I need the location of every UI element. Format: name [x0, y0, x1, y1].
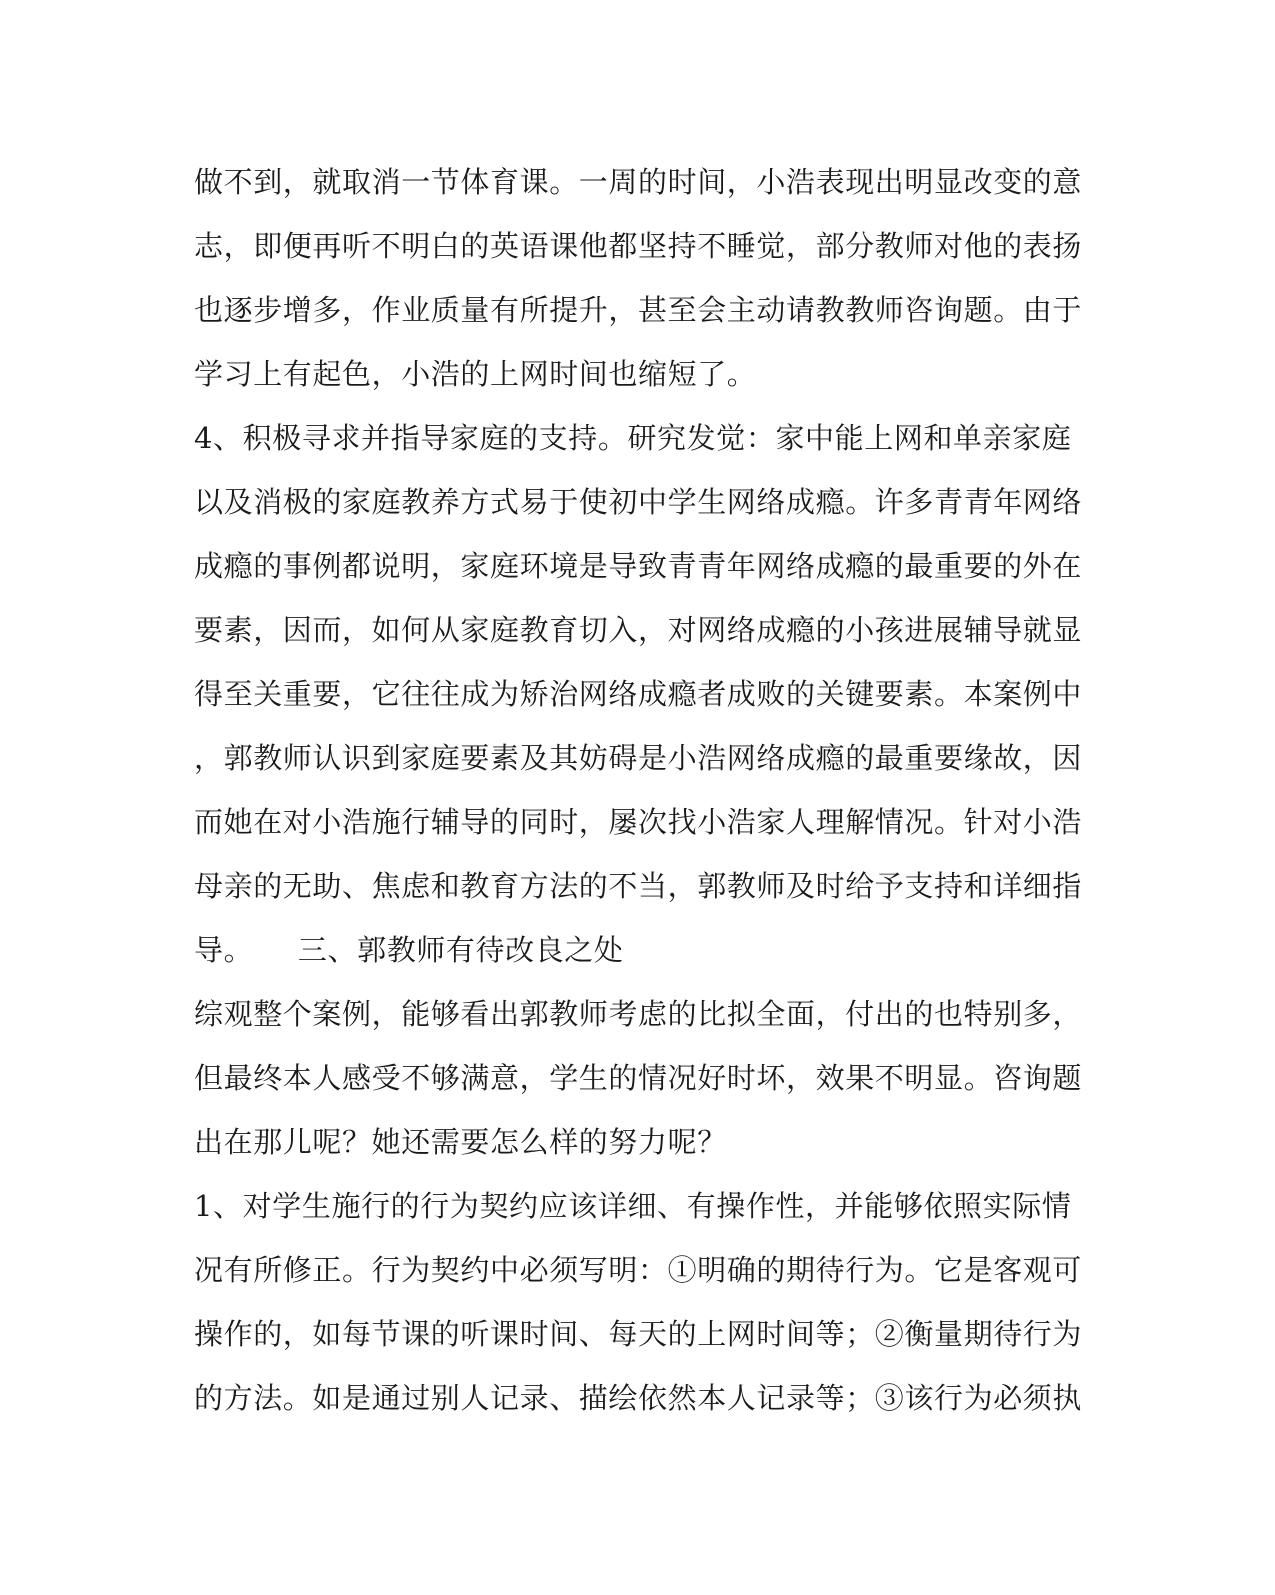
text-line-3: 也逐步增多，作业质量有所提升，甚至会主动请教教师咨询题。由于	[194, 293, 1083, 327]
text-line-11: 而她在对小浩施行辅导的同时，屡次找小浩家人理解情况。针对小浩	[194, 805, 1083, 839]
text-line-4: 学习上有起色，小浩的上网时间也缩短了。	[194, 357, 757, 391]
text-line-18: 况有所修正。行为契约中必须写明：①明确的期待行为。它是客观可	[194, 1253, 1083, 1287]
text-line-10: ，郭教师认识到家庭要素及其妨碍是小浩网络成瘾的最重要缘故，因	[194, 741, 1083, 775]
text-line-16: 出在那儿呢？她还需要怎么样的努力呢？	[194, 1125, 727, 1159]
text-line-13: 导。 三、郭教师有待改良之处	[194, 933, 624, 967]
text-line-14: 综观整个案例，能够看出郭教师考虑的比拟全面，付出的也特别多，	[194, 997, 1083, 1031]
text-line-9: 得至关重要，它往往成为矫治网络成瘾者成败的关键要素。本案例中	[194, 677, 1083, 711]
text-line-7: 成瘾的事例都说明，家庭环境是导致青青年网络成瘾的最重要的外在	[194, 549, 1083, 583]
text-line-17: 1、对学生施行的行为契约应该详细、有操作性，并能够依照实际情	[194, 1189, 1072, 1223]
text-line-20: 的方法。如是通过别人记录、描绘依然本人记录等；③该行为必须执	[194, 1381, 1083, 1415]
text-line-19: 操作的，如每节课的听课时间、每天的上网时间等；②衡量期待行为	[194, 1317, 1083, 1351]
text-line-8: 要素，因而，如何从家庭教育切入，对网络成瘾的小孩进展辅导就显	[194, 613, 1083, 647]
text-line-1: 做不到，就取消一节体育课。一周的时间，小浩表现出明显改变的意	[194, 165, 1083, 199]
text-line-12: 母亲的无助、焦虑和教育方法的不当，郭教师及时给予支持和详细指	[194, 869, 1083, 903]
text-line-15: 但最终本人感受不够满意，学生的情况好时坏，效果不明显。咨询题	[194, 1061, 1083, 1095]
text-line-2: 志，即便再听不明白的英语课他都坚持不睡觉，部分教师对他的表扬	[194, 229, 1083, 263]
text-line-5: 4、积极寻求并指导家庭的支持。研究发觉：家中能上网和单亲家庭	[194, 421, 1072, 455]
text-line-6: 以及消极的家庭教养方式易于使初中学生网络成瘾。许多青青年网络	[194, 485, 1083, 519]
